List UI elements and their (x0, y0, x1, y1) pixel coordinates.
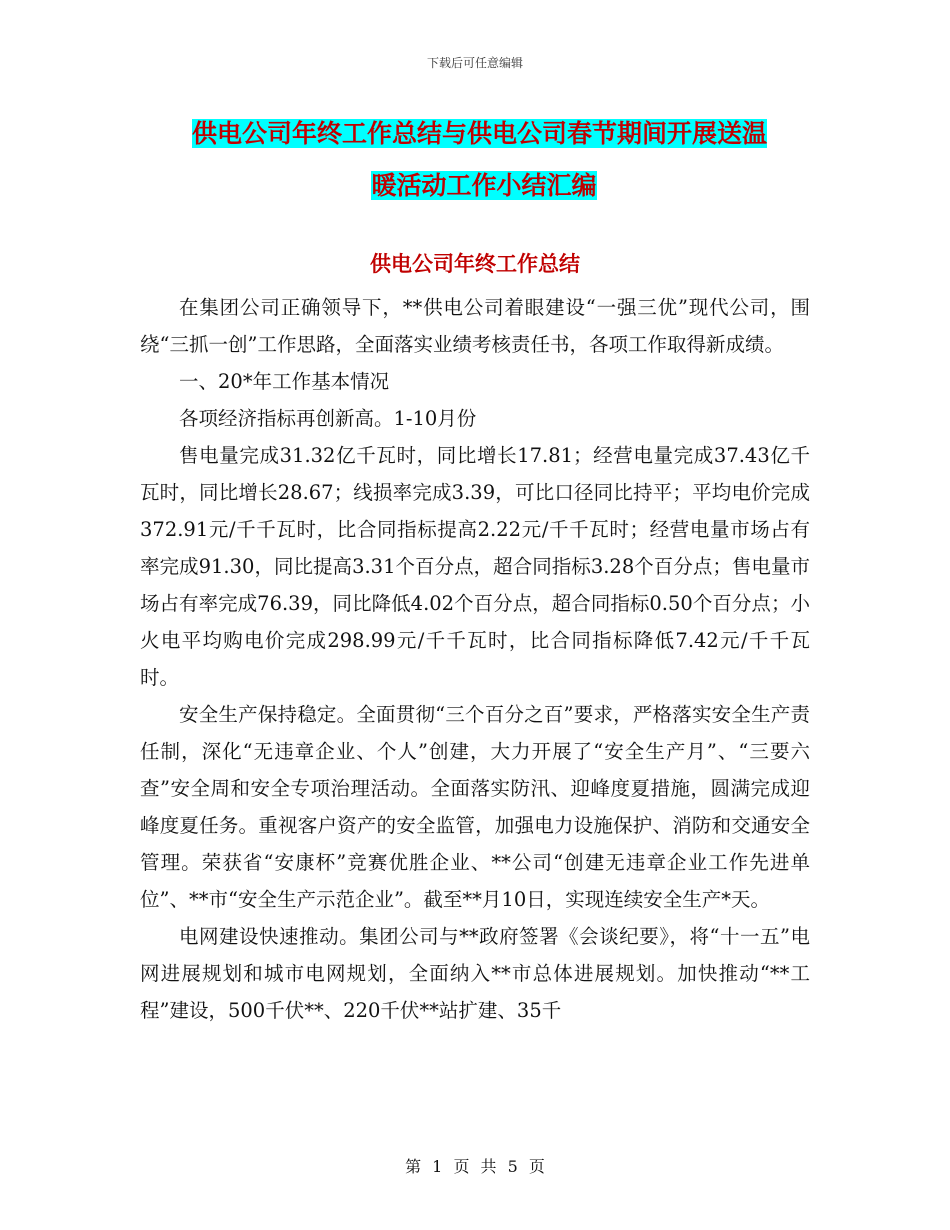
paragraph-heading-1: 一、20*年工作基本情况 (179, 370, 390, 393)
document-title-line-1 (140, 108, 820, 160)
page-number: 第 1 页 共 5 页 (405, 1157, 545, 1176)
title-highlight-1: 供电公司年终工作总结与供电公司春节期间开展送温 (192, 119, 768, 148)
document-body (140, 289, 810, 1029)
paragraph-grid: 电网建设快速推动。集团公司与**政府签署《会谈纪要》，将“十一五”电网进展规划和城市电网规划，全面纳入**市总体进展规划。加快推动“**工程”建设，500千伏**、220千伏**站扩建、35千 (140, 925, 810, 1022)
paragraph-safety: 安全生产保持稳定。全面贯彻“三个百分之百”要求，严格落实安全生产责任制，深化“无违章企业、个人”创建，大力开展了“安全生产月”、“三要六查”安全周和安全专项治理活动。全面落实防汛、迎峰度夏措施，圆满完成迎峰度夏任务。重视客户资产的安全监管，加强电力设施保护、消防和交通安全管理。荣获省“安康杯”竞赛优胜企业、**公司“创建无违章企业工作先进单位”、**市“安全生产示范企业”。截至**月10日，实现连续安全生产*天。 (140, 703, 810, 911)
document-title-line-2 (140, 160, 820, 212)
paragraph-economic-detail: 售电量完成31.32亿千瓦时，同比增长17.81；经营电量完成37.43亿千瓦时，同比增长28.67；线损率完成3.39，可比口径同比持平；平均电价完成372.91元/千千瓦时，比合同指标提高2.22元/千千瓦时；经营电量市场占有率完成91.30，同比提高3.31个百分点，超合同指标3.28个百分点；售电量市场占有率完成76.39，同比降低4.02个百分点，超合同指标0.50个百分点；小火电平均购电价完成298.99元/千千瓦时，比合同指标降低7.42元/千千瓦时。 (140, 444, 810, 689)
paragraph-intro: 在集团公司正确领导下，**供电公司着眼建设“一强三优”现代公司，围绕“三抓一创”工作思路，全面落实业绩考核责任书，各项工作取得新成绩。 (140, 296, 810, 356)
paragraph-economic-lead: 各项经济指标再创新高。1-10月份 (179, 407, 477, 430)
document-title (140, 108, 820, 212)
section-title: 供电公司年终工作总结 (370, 252, 580, 276)
page-header-note: 下载后可任意编辑 (426, 56, 523, 70)
title-highlight-2: 暖活动工作小结汇编 (371, 171, 597, 200)
